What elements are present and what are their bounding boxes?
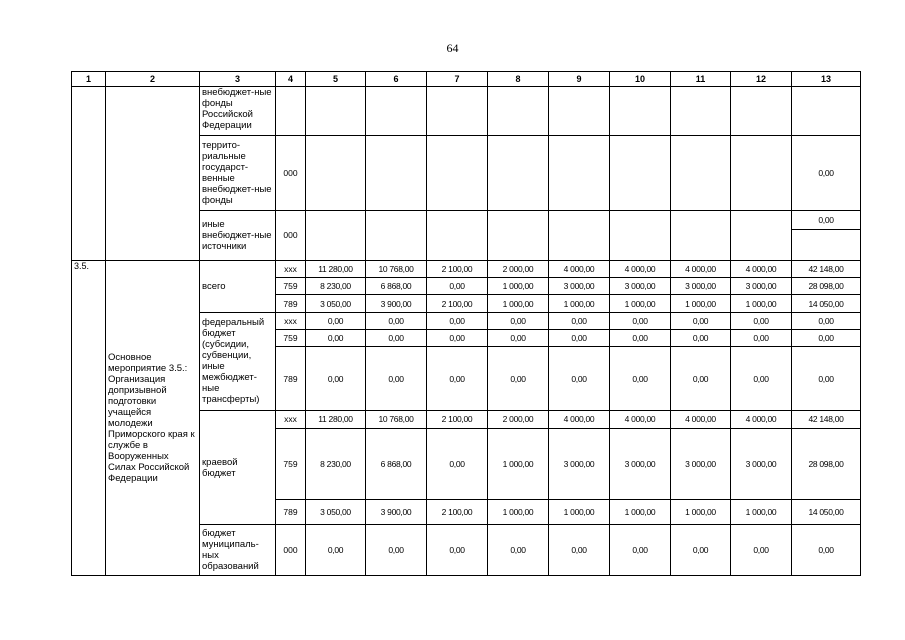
source-label: бюджет муниципаль-ных образований — [200, 525, 276, 576]
cell-value: 1 000,00 — [610, 499, 671, 524]
header-row — [72, 72, 861, 87]
cell-value: 3 000,00 — [671, 278, 731, 295]
cell-code: 759 — [276, 428, 306, 499]
cell-value: 2 100,00 — [427, 411, 488, 428]
cell-value: 1 000,00 — [488, 295, 549, 312]
source-label: внебюджет-ные фонды Российской Федерации — [200, 87, 276, 136]
source-label: всего — [200, 260, 276, 312]
cell-value: 3 000,00 — [731, 278, 792, 295]
cell-value: 0,00 — [366, 312, 427, 329]
cell-total: 42 148,00 — [792, 411, 861, 428]
cell-value: 1 000,00 — [731, 499, 792, 524]
cell-value: 10 768,00 — [366, 411, 427, 428]
source-label: федеральный бюджет (субсидии, субвенции, иные межбюджет-ные трансферты) — [200, 312, 276, 411]
cell-value: 0,00 — [488, 525, 549, 576]
cell-value: 1 000,00 — [671, 295, 731, 312]
source-label: краевой бюджет — [200, 411, 276, 525]
cell-value: 1 000,00 — [549, 499, 610, 524]
cell-value: 4 000,00 — [549, 411, 610, 428]
cell-value: 0,00 — [610, 525, 671, 576]
cell-value: 0,00 — [671, 312, 731, 329]
cell-value: 11 280,00 — [306, 260, 366, 277]
cell-code: 000 — [276, 135, 306, 210]
column-header: 9 — [549, 72, 610, 87]
cell-value: 0,00 — [306, 329, 366, 346]
cell-value: 3 000,00 — [610, 428, 671, 499]
cell-code: 759 — [276, 329, 306, 346]
cell-value: 8 230,00 — [306, 278, 366, 295]
cell-value: 0,00 — [488, 347, 549, 411]
cell-value: 1 000,00 — [610, 295, 671, 312]
cell-code: 789 — [276, 347, 306, 411]
column-header: 10 — [610, 72, 671, 87]
cell-value: 2 100,00 — [427, 295, 488, 312]
cell-total: 0,00 — [792, 525, 861, 576]
cell-value: 3 900,00 — [366, 499, 427, 524]
cell-value: 3 900,00 — [366, 295, 427, 312]
cell-total: 42 148,00 — [792, 260, 861, 277]
cell-value: 0,00 — [671, 525, 731, 576]
cell-value: 1 000,00 — [488, 428, 549, 499]
cell-value: 3 000,00 — [549, 428, 610, 499]
cell-value: 0,00 — [549, 525, 610, 576]
cell-total: 14 050,00 — [792, 499, 861, 524]
cell-value: 3 050,00 — [306, 499, 366, 524]
cell-value: 0,00 — [610, 329, 671, 346]
cell-code: 789 — [276, 295, 306, 312]
cell-value: 8 230,00 — [306, 428, 366, 499]
column-header: 13 — [792, 72, 861, 87]
cell-total: 28 098,00 — [792, 428, 861, 499]
cell-value: 0,00 — [306, 312, 366, 329]
cell-value: 0,00 — [427, 525, 488, 576]
cell-value: 0,00 — [549, 329, 610, 346]
cell-value: 0,00 — [427, 312, 488, 329]
source-label: иные внебюджет-ные источники — [200, 211, 276, 261]
cell-total: 0,00 — [792, 329, 861, 346]
cell-code: 000 — [276, 211, 306, 261]
cell-value: 0,00 — [731, 312, 792, 329]
cell-value: 11 280,00 — [306, 411, 366, 428]
cell-value: 0,00 — [427, 329, 488, 346]
cell-total: 14 050,00 — [792, 295, 861, 312]
cell-total: 0,00 — [792, 211, 861, 261]
cell-value: 1 000,00 — [731, 295, 792, 312]
cell-value: 0,00 — [427, 428, 488, 499]
budget-table — [71, 71, 861, 576]
cell-value: 6 868,00 — [366, 428, 427, 499]
cell-measure — [106, 87, 200, 261]
cell-value: 10 768,00 — [366, 260, 427, 277]
cell-value: 0,00 — [366, 329, 427, 346]
cell-value: 1 000,00 — [488, 278, 549, 295]
column-header: 7 — [427, 72, 488, 87]
measure-number: 3.5. — [72, 260, 106, 575]
cell-code — [276, 87, 306, 136]
cell-value: 4 000,00 — [731, 260, 792, 277]
cell-code: ххх — [276, 411, 306, 428]
cell-value: 0,00 — [488, 312, 549, 329]
cell-value: 3 000,00 — [731, 428, 792, 499]
column-header: 12 — [731, 72, 792, 87]
cell-value: 0,00 — [549, 347, 610, 411]
cell-value: 0,00 — [731, 347, 792, 411]
cell-code: ххх — [276, 260, 306, 277]
cell-number — [72, 87, 106, 261]
cell-value: 2 100,00 — [427, 499, 488, 524]
cell-value: 2 000,00 — [488, 260, 549, 277]
cell-value: 0,00 — [306, 525, 366, 576]
cell-value: 0,00 — [366, 525, 427, 576]
column-header: 3 — [200, 72, 276, 87]
table-row — [72, 87, 861, 136]
cell-value: 4 000,00 — [671, 411, 731, 428]
cell-code: 789 — [276, 499, 306, 524]
cell-value: 6 868,00 — [366, 278, 427, 295]
cell-value: 0,00 — [671, 329, 731, 346]
cell-value: 0,00 — [610, 312, 671, 329]
cell-value: 3 050,00 — [306, 295, 366, 312]
cell-value: 3 000,00 — [610, 278, 671, 295]
cell-value: 4 000,00 — [610, 260, 671, 277]
cell-value: 0,00 — [549, 312, 610, 329]
cell-value: 0,00 — [731, 329, 792, 346]
table-row — [72, 260, 861, 277]
cell-value: 4 000,00 — [731, 411, 792, 428]
source-label: террито-риальные государст-венные внебюджет-ные фонды — [200, 135, 276, 210]
cell-value: 0,00 — [731, 525, 792, 576]
column-header: 8 — [488, 72, 549, 87]
cell-value: 2 100,00 — [427, 260, 488, 277]
cell-value: 0,00 — [610, 347, 671, 411]
cell-code: ххх — [276, 312, 306, 329]
column-header: 1 — [72, 72, 106, 87]
cell-code: 000 — [276, 525, 306, 576]
cell-value: 0,00 — [427, 278, 488, 295]
measure-title: Основное мероприятие 3.5.: Организация допризывной подготовки учащейся молодежи Приморского края к службе в Вооруженных Силах Российской Федерации — [106, 260, 200, 575]
cell-value: 1 000,00 — [488, 499, 549, 524]
cell-value: 4 000,00 — [549, 260, 610, 277]
column-header: 4 — [276, 72, 306, 87]
page-number: 64 — [446, 41, 459, 55]
cell-value: 3 000,00 — [549, 278, 610, 295]
cell-value: 1 000,00 — [549, 295, 610, 312]
cell-value: 0,00 — [427, 347, 488, 411]
cell-total: 0,00 — [792, 312, 861, 329]
cell-value: 2 000,00 — [488, 411, 549, 428]
cell-total: 28 098,00 — [792, 278, 861, 295]
cell-value: 1 000,00 — [671, 499, 731, 524]
cell-value: 4 000,00 — [671, 260, 731, 277]
cell-total: 0,00 — [792, 347, 861, 411]
cell-value: 0,00 — [366, 347, 427, 411]
cell-value: 4 000,00 — [610, 411, 671, 428]
cell-value: 0,00 — [488, 329, 549, 346]
column-header: 2 — [106, 72, 200, 87]
cell-value: 0,00 — [306, 347, 366, 411]
column-header: 11 — [671, 72, 731, 87]
cell-value: 0,00 — [671, 347, 731, 411]
cell-total: 0,00 — [792, 135, 861, 210]
column-header: 5 — [306, 72, 366, 87]
cell-code: 759 — [276, 278, 306, 295]
column-header: 6 — [366, 72, 427, 87]
cell-value: 3 000,00 — [671, 428, 731, 499]
